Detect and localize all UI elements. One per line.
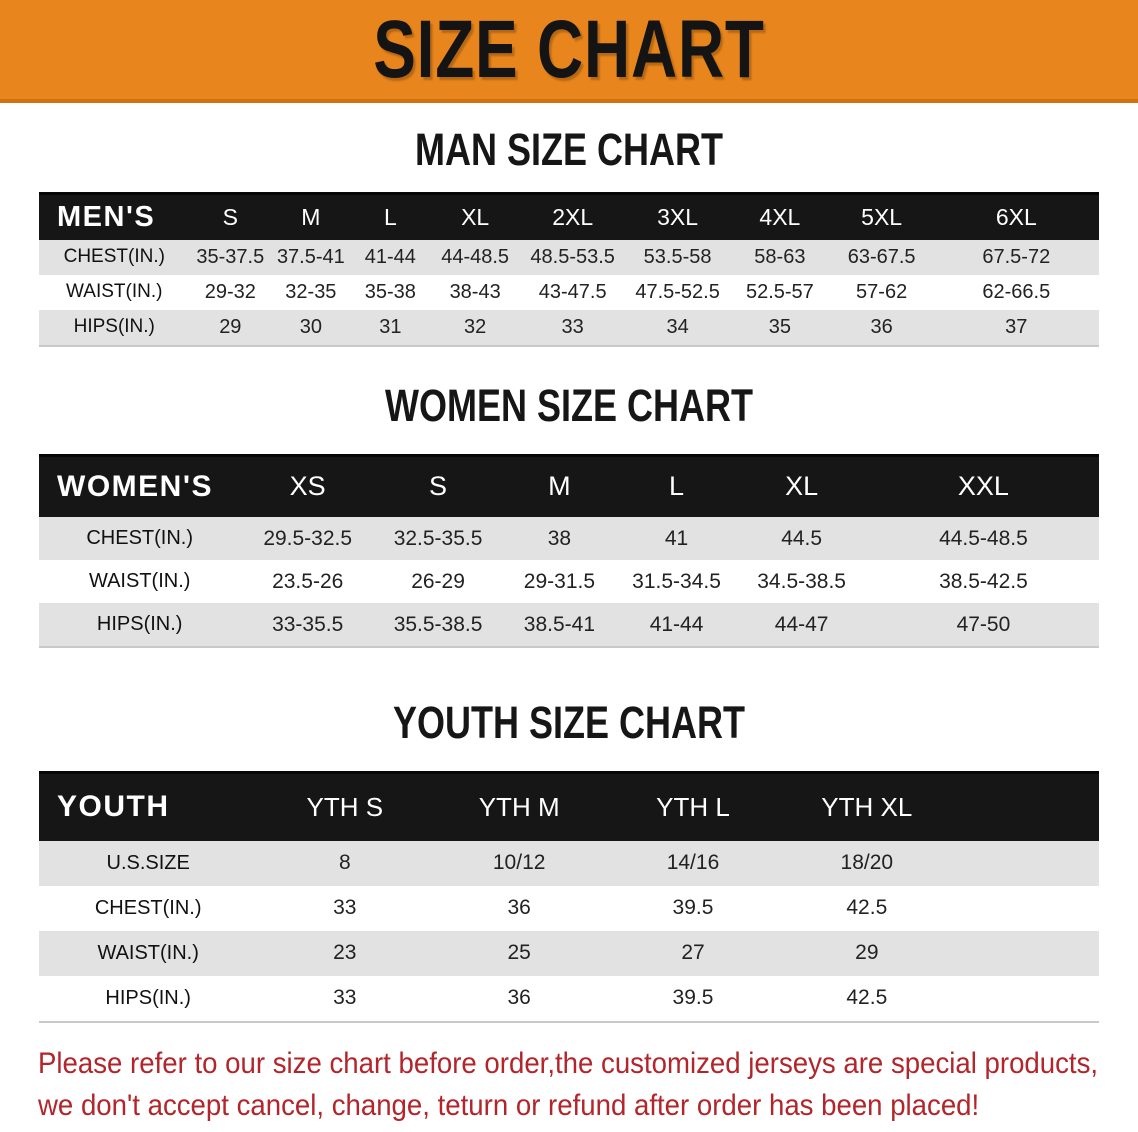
table-title-cell: WOMEN'S <box>39 455 240 517</box>
footer-note <box>0 1043 1138 1127</box>
value-cell: 41 <box>664 526 689 550</box>
value-cell: 53.5-58 <box>643 245 712 268</box>
value-cell: 33 <box>333 896 357 919</box>
value-cell: 44-47 <box>774 612 829 636</box>
value-cell: 35.5-38.5 <box>393 612 483 636</box>
women-size-table <box>39 454 1099 647</box>
value-cell: 58-63 <box>754 245 806 268</box>
row-label-cell: HIPS(IN.) <box>73 316 155 337</box>
table-row <box>39 560 1099 603</box>
size-header-cell: XS <box>240 455 375 517</box>
size-header-cell: 2XL <box>520 194 625 240</box>
value-cell: 27 <box>681 941 705 964</box>
value-cell: 47-50 <box>956 612 1011 636</box>
youth-table-wrap <box>39 771 1099 1023</box>
value-cell: 44-48.5 <box>441 245 510 268</box>
banner-title: SIZE CHART <box>373 3 765 95</box>
size-header-cell: S <box>375 455 501 517</box>
banner <box>0 0 1138 103</box>
value-cell: 38.5-41 <box>523 612 596 636</box>
women-table-wrap <box>39 454 1099 649</box>
row-label-cell: CHEST(IN.) <box>63 246 165 267</box>
value-cell: 33 <box>333 986 357 1009</box>
value-cell: 35-38 <box>364 280 416 303</box>
table-row <box>39 603 1099 646</box>
value-cell: 41-44 <box>364 245 416 268</box>
size-header-cell: M <box>501 455 618 517</box>
value-cell: 48.5-53.5 <box>530 245 615 268</box>
value-cell: 23.5-26 <box>272 569 344 593</box>
table-title-cell: MEN'S <box>39 194 190 240</box>
youth-size-table <box>39 771 1099 1021</box>
row-label-cell: WAIST(IN.) <box>88 570 191 592</box>
value-cell: 43-47.5 <box>538 280 607 303</box>
footer-line-1: Please refer to our size chart before order,the customized jerseys are special products, <box>38 1046 1099 1080</box>
value-cell: 52.5-57 <box>745 280 814 303</box>
value-cell: 42.5 <box>846 986 888 1009</box>
table-row <box>39 931 1099 976</box>
women-header-row <box>39 455 1099 517</box>
value-cell: 32-35 <box>285 280 337 303</box>
section-women <box>0 379 1138 649</box>
table-row <box>39 517 1099 560</box>
row-label-cell: HIPS(IN.) <box>96 613 183 635</box>
women-size-chart-heading: WOMEN SIZE CHART <box>385 379 753 431</box>
value-cell: 29.5-32.5 <box>263 526 353 550</box>
size-header-cell: L <box>351 194 430 240</box>
row-label-cell: U.S.SIZE <box>106 851 190 874</box>
section-man <box>0 124 1138 347</box>
value-cell: 39.5 <box>672 896 714 919</box>
row-label-cell: WAIST(IN.) <box>97 941 199 964</box>
size-header-cell: XL <box>735 455 868 517</box>
value-cell: 36 <box>507 986 531 1009</box>
size-header-cell: YTH S <box>257 773 432 841</box>
value-cell: 44.5 <box>781 526 823 550</box>
value-cell: 37.5-41 <box>276 245 345 268</box>
value-cell: 29-31.5 <box>523 569 596 593</box>
row-label-cell: HIPS(IN.) <box>105 986 191 1009</box>
filler-cell <box>954 841 1099 886</box>
value-cell: 32 <box>464 315 487 338</box>
size-header-cell: 4XL <box>730 194 830 240</box>
size-header-cell: 3XL <box>625 194 730 240</box>
table-row <box>39 976 1099 1021</box>
size-header-cell: XXL <box>868 455 1099 517</box>
value-cell: 35-37.5 <box>196 245 265 268</box>
value-cell: 23 <box>333 941 357 964</box>
size-header-cell: XL <box>430 194 520 240</box>
size-header-cell: L <box>618 455 736 517</box>
value-cell: 31 <box>379 315 402 338</box>
table-row <box>39 310 1099 345</box>
value-cell: 18/20 <box>840 851 894 874</box>
value-cell: 8 <box>338 851 351 874</box>
size-header-cell: 6XL <box>934 194 1099 240</box>
filler-cell <box>954 931 1099 976</box>
table-title-cell: YOUTH <box>39 773 257 841</box>
value-cell: 35 <box>768 315 791 338</box>
value-cell: 33-35.5 <box>272 612 344 636</box>
men-table-wrap <box>39 192 1099 347</box>
value-cell: 42.5 <box>846 896 888 919</box>
value-cell: 37 <box>1005 315 1028 338</box>
filler-cell <box>954 976 1099 1021</box>
value-cell: 38.5-42.5 <box>939 569 1028 593</box>
value-cell: 57-62 <box>856 280 908 303</box>
value-cell: 44.5-48.5 <box>939 526 1028 550</box>
man-size-chart-heading: MAN SIZE CHART <box>415 124 723 175</box>
value-cell: 63-67.5 <box>847 245 916 268</box>
value-cell: 38-43 <box>449 280 501 303</box>
youth-header-row <box>39 773 1099 841</box>
value-cell: 39.5 <box>672 986 714 1009</box>
table-row <box>39 886 1099 931</box>
value-cell: 36 <box>507 896 531 919</box>
value-cell: 31.5-34.5 <box>632 569 721 593</box>
value-cell: 29-32 <box>204 280 256 303</box>
value-cell: 34 <box>666 315 689 338</box>
value-cell: 29 <box>855 941 879 964</box>
size-header-cell: YTH M <box>432 773 606 841</box>
youth-size-chart-heading: YOUTH SIZE CHART <box>392 697 745 748</box>
value-cell: 32.5-35.5 <box>393 526 483 550</box>
value-cell: 38 <box>547 526 572 550</box>
table-row <box>39 841 1099 886</box>
value-cell: 62-66.5 <box>982 280 1051 303</box>
value-cell: 10/12 <box>492 851 546 874</box>
row-label-cell: CHEST(IN.) <box>94 896 202 919</box>
men-header-row <box>39 194 1099 240</box>
value-cell: 25 <box>507 941 531 964</box>
table-row <box>39 240 1099 275</box>
value-cell: 29 <box>219 315 242 338</box>
value-cell: 14/16 <box>666 851 720 874</box>
value-cell: 47.5-52.5 <box>635 280 720 303</box>
value-cell: 33 <box>561 315 584 338</box>
size-header-cell: S <box>190 194 272 240</box>
value-cell: 30 <box>299 315 322 338</box>
value-cell: 34.5-38.5 <box>757 569 846 593</box>
row-label-cell: CHEST(IN.) <box>86 527 194 549</box>
section-youth <box>0 697 1138 1023</box>
value-cell: 41-44 <box>649 612 704 636</box>
value-cell: 67.5-72 <box>982 245 1051 268</box>
men-size-table <box>39 192 1099 345</box>
filler-cell <box>954 773 1099 841</box>
filler-cell <box>954 886 1099 931</box>
size-header-cell: YTH XL <box>780 773 954 841</box>
size-header-cell: M <box>271 194 350 240</box>
row-label-cell: WAIST(IN.) <box>66 281 163 302</box>
size-header-cell: YTH L <box>606 773 780 841</box>
footer-line-2: we don't accept cancel, change, teturn or refund after order has been placed! <box>38 1088 980 1122</box>
table-row <box>39 275 1099 310</box>
size-header-cell: 5XL <box>830 194 934 240</box>
value-cell: 26-29 <box>411 569 465 593</box>
value-cell: 36 <box>870 315 893 338</box>
